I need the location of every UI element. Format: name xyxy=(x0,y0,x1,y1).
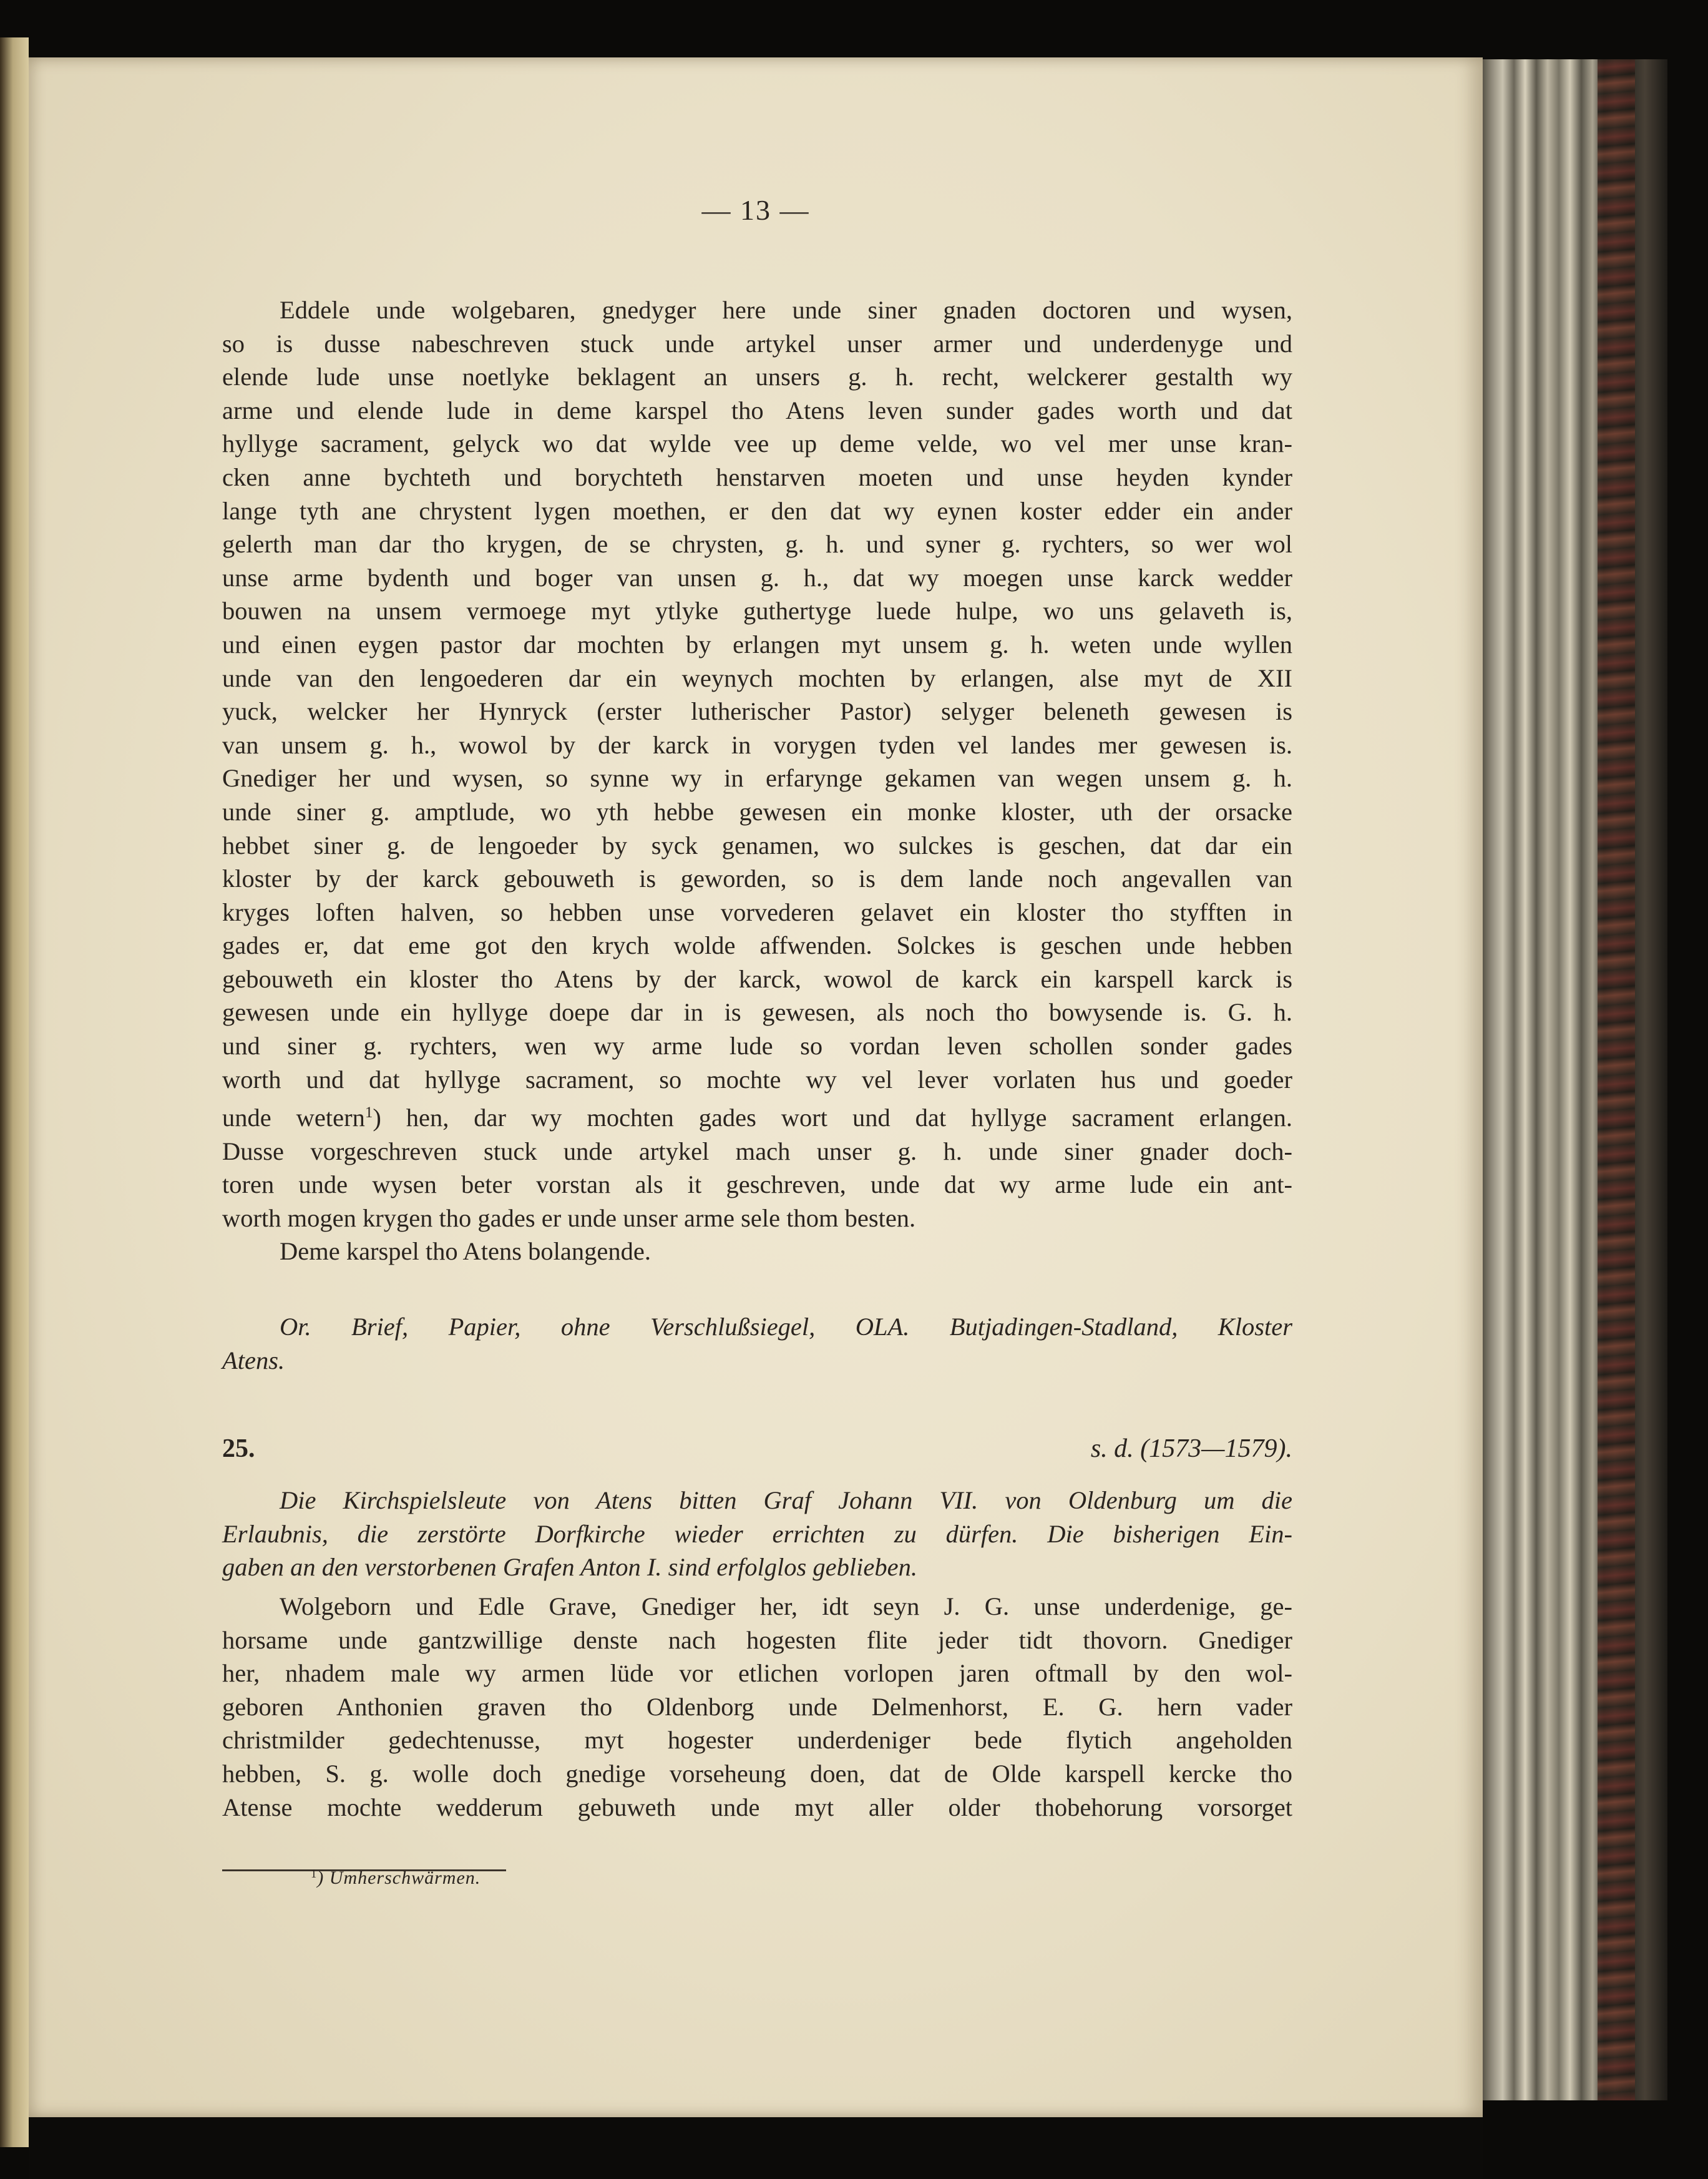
text-line: gewesen unde ein hyllyge doepe dar in is gewesen, als noch tho bowysende is. G. h. xyxy=(222,998,1292,1027)
document-25-body xyxy=(222,1590,1292,1824)
marbled-cover-edge xyxy=(1598,59,1635,2100)
text-line: horsame unde gantzwillige denste nach hogesten flite jeder tidt thovorn. Gnediger xyxy=(222,1625,1292,1654)
line-start: unde wetern xyxy=(222,1104,365,1132)
text-line: cken anne bychteth und borychteth henstarven moeten und unse heyden kynder xyxy=(222,463,1292,491)
text-line: kloster by der karck gebouweth is geworden, so is dem lande noch angevallen van xyxy=(222,864,1292,893)
text-line: worth und dat hyllyge sacrament, so mochte wy vel lever vorlaten hus und goeder xyxy=(222,1065,1292,1094)
source-line: Atens. xyxy=(222,1346,285,1374)
summary-line: Die Kirchspielsleute von Atens bitten Graf Johann VII. von Oldenburg um die xyxy=(280,1486,1292,1514)
text-line: gebouweth ein kloster tho Atens by der karck, wowol de karck ein karspell karck is xyxy=(222,964,1292,993)
left-page-edge xyxy=(0,37,29,2147)
summary-line: Erlaubnis, die zerstörte Dorfkirche wieder errichten zu dürfen. Die bisherigen Ein- xyxy=(222,1519,1292,1548)
text-line: Dusse vorgeschreven stuck unde artykel mach unser g. h. unde siner gnader doch- xyxy=(222,1137,1292,1165)
document-number: 25. xyxy=(222,1434,255,1463)
text-line: arme und elende lude in deme karspel tho Atens leven sunder gades worth und dat xyxy=(222,396,1292,424)
text-line: her, nhadem male wy armen lüde vor etlichen vorlopen jaren oftmall by den wol- xyxy=(222,1659,1292,1688)
text-line: Atense mochte wedderum gebuweth unde myt aller older thobehorung vorsorget xyxy=(222,1793,1292,1821)
book-page-edges xyxy=(1480,59,1667,2100)
document-25-heading xyxy=(222,1434,1292,1464)
text-line: unde siner g. amptlude, wo yth hebbe gewesen ein monke kloster, uth der orsacke xyxy=(222,797,1292,826)
text-line: yuck, welcker her Hynryck (erster lutherischer Pastor) selyger beleneth gewesen is xyxy=(222,697,1292,726)
summary-line: gaben an den verstorbenen Grafen Anton I. sind erfolglos geblieben. xyxy=(222,1553,917,1582)
bottom-background xyxy=(29,2117,1483,2179)
text-line: lange tyth ane chrystent lygen moethen, er den dat wy eynen koster edder ein ander xyxy=(222,496,1292,525)
page-number: — 13 — xyxy=(701,194,810,226)
text-line: Eddele unde wolgebaren, gnedyger here unde siner gnaden doctoren und wysen, xyxy=(280,296,1292,324)
source-line: Or. Brief, Papier, ohne Verschlußsiegel, OLA. Butjadingen-Stadland, Kloster xyxy=(280,1313,1292,1341)
text-line: bouwen na unsem vermoege myt ytlyke guthertyge luede hulpe, wo uns gelaveth is, xyxy=(222,597,1292,625)
footnote-marker: 1 xyxy=(364,1104,373,1122)
text-line: hyllyge sacrament, gelyck wo dat wylde vee up deme velde, wo vel mer unse kran- xyxy=(222,429,1292,458)
text-line: gades er, dat eme got den krych wolde affwenden. Solckes is geschen unde hebben xyxy=(222,931,1292,960)
line-end: ) hen, dar wy mochten gades wort und dat hyllyge sacrament erlangen. xyxy=(373,1104,1292,1132)
document-24-body xyxy=(222,293,1292,1268)
text-line: kryges loften halven, so hebben unse vorvederen gelavet ein kloster tho styfften in xyxy=(222,898,1292,926)
text-line: hebbet siner g. de lengoeder by syck genamen, wo sulckes is geschen, dat dar ein xyxy=(222,831,1292,859)
text-line: toren unde wysen beter vorstan als it geschreven, unde dat wy arme lude ein ant- xyxy=(222,1170,1292,1199)
text-line: van unsem g. h., wowol by der karck in vorygen tyden vel landes mer gewesen is. xyxy=(222,730,1292,759)
text-line: christmilder gedechtenusse, myt hogester underdeniger bede flytich angeholden xyxy=(222,1726,1292,1755)
footnote xyxy=(311,1868,481,1889)
document-date: s. d. (1573—1579). xyxy=(1090,1434,1292,1463)
text-line: elende lude unse noetlyke beklagent an unsers g. h. recht, welckerer gestalth wy xyxy=(222,363,1292,391)
closing-line: Deme karspel tho Atens bolangende. xyxy=(280,1237,651,1266)
book-page xyxy=(29,57,1483,2117)
text-line: unse arme bydenth und boger van unsen g. h., dat wy moegen unse karck wedder xyxy=(222,563,1292,592)
text-line: gelerth man dar tho krygen, de se chrysten, g. h. und syner g. rychters, so wer wol xyxy=(222,530,1292,559)
text-line: unde van den lengoederen dar ein weynych mochten by erlangen, alse myt de XII xyxy=(222,663,1292,692)
text-line: Wolgeborn und Edle Grave, Gnediger her, idt seyn J. G. unse underdenige, ge- xyxy=(280,1592,1292,1620)
text-line: so is dusse nabeschreven stuck unde artykel unser armer und underdenyge und xyxy=(222,329,1292,358)
source-note xyxy=(222,1310,1292,1377)
text-line-with-footnote xyxy=(222,1096,1292,1134)
footnote-number: 1 xyxy=(311,1868,318,1881)
text-line: hebben, S. g. wolle doch gnedige vorseheung doen, dat de Olde karspell kercke tho xyxy=(222,1759,1292,1788)
footnote-text: ) Umherschwärmen. xyxy=(317,1868,481,1889)
text-line: und siner g. rychters, wen wy arme lude so vordan leven schollen sonder gades xyxy=(222,1032,1292,1060)
document-25-summary xyxy=(222,1484,1292,1584)
text-line: Gnediger her und wysen, so synne wy in erfarynge gekamen van wegen unsem g. h. xyxy=(222,764,1292,793)
text-line: geboren Anthonien graven tho Oldenborg unde Delmenhorst, E. G. hern vader xyxy=(222,1692,1292,1721)
text-line: und einen eygen pastor dar mochten by erlangen myt unsem g. h. weten unde wyllen xyxy=(222,630,1292,659)
text-line: worth mogen krygen tho gades er unde unser arme sele thom besten. xyxy=(222,1203,916,1232)
